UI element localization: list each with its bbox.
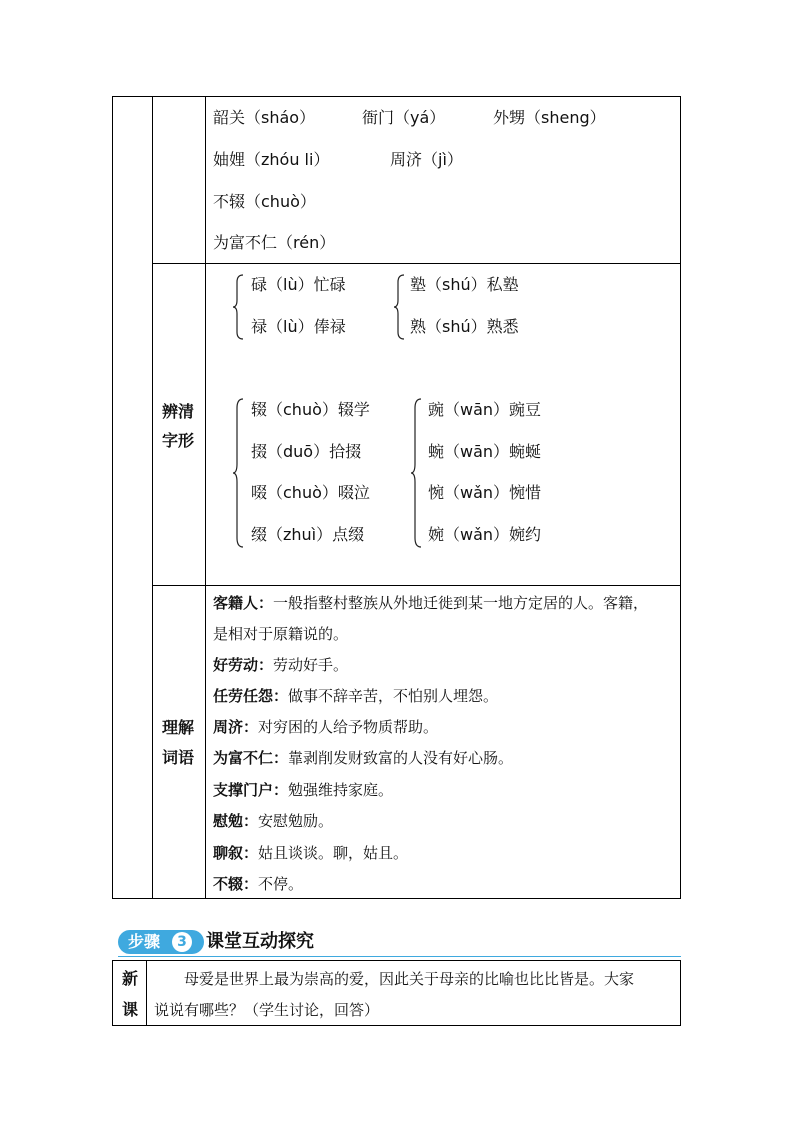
vocab-entry: 慰勉：安慰勉励。 <box>213 812 334 830</box>
step-underline <box>118 956 681 957</box>
new-lesson-text-line-2: 说说有哪些？（学生讨论，回答） <box>154 1001 380 1019</box>
vocab-entry: 周济：对穷困的人给予物质帮助。 <box>213 718 439 736</box>
pron-word: 衙门（yá） <box>362 108 446 127</box>
vocab-entry: 不辍：不停。 <box>213 875 304 893</box>
lower-table-border-bottom <box>112 1025 681 1026</box>
left-brace-icon <box>232 274 244 340</box>
char-item: 熟（shú）熟悉 <box>410 317 519 336</box>
vocab-entry: 是相对于原籍说的。 <box>213 625 349 643</box>
char-item: 掇（duō）拾掇 <box>251 442 362 461</box>
step-number: 3 <box>172 932 192 952</box>
row-label-new-lesson-1: 新 <box>122 969 139 988</box>
row-divider-1 <box>152 263 681 264</box>
row-label-vocab-2: 词语 <box>162 748 195 767</box>
lower-table-border-right <box>680 960 681 1026</box>
char-item: 碌（lù）忙碌 <box>251 275 346 294</box>
row-label-distinguish-2: 字形 <box>162 431 195 450</box>
left-brace-icon <box>410 398 422 548</box>
row-label-vocab-1: 理解 <box>162 718 195 737</box>
lower-table-border-left <box>112 960 113 1026</box>
vocab-entry: 为富不仁：靠剥削发财致富的人没有好心肠。 <box>213 749 514 767</box>
lower-table-column-divider <box>146 960 147 1026</box>
new-lesson-text-line-1: 母爱是世界上最为崇高的爱，因此关于母亲的比喻也比比皆是。大家 <box>184 970 635 988</box>
char-item: 辍（chuò）辍学 <box>251 400 370 419</box>
step-title: 课堂互动探究 <box>206 931 314 952</box>
vocab-entry: 客籍人：一般指整村整族从外地迁徙到某一地方定居的人。客籍， <box>213 594 649 612</box>
table-border-top <box>112 96 681 97</box>
lower-table-border-top <box>112 960 681 961</box>
table-column-divider-1 <box>152 96 153 899</box>
char-item: 豌（wān）豌豆 <box>428 400 542 419</box>
char-item: 缀（zhuì）点缀 <box>251 525 365 544</box>
table-border-right <box>680 96 681 899</box>
pron-word: 外甥（sheng） <box>493 108 606 127</box>
char-item: 啜（chuò）啜泣 <box>251 483 370 502</box>
left-brace-icon <box>393 274 405 340</box>
pron-word: 妯娌（zhóu li） <box>213 150 330 169</box>
vocab-entry: 支撑门户：勉强维持家庭。 <box>213 781 394 799</box>
char-item: 禄（lù）俸禄 <box>251 317 346 336</box>
char-item: 蜿（wān）蜿蜒 <box>428 442 542 461</box>
pron-word: 为富不仁（rén） <box>213 233 336 252</box>
row-divider-2 <box>152 585 681 586</box>
pron-word: 周济（jì） <box>390 150 463 169</box>
pron-word: 韶关（sháo） <box>213 108 316 127</box>
pron-word: 不辍（chuò） <box>213 192 316 211</box>
vocab-entry: 聊叙：姑且谈谈。聊，姑且。 <box>213 844 409 862</box>
table-border-bottom <box>112 898 681 899</box>
table-border-left <box>112 96 113 899</box>
char-item: 塾（shú）私塾 <box>410 275 519 294</box>
vocab-entry: 任劳任怨：做事不辞辛苦，不怕别人埋怨。 <box>213 687 499 705</box>
step-label: 步骤 <box>128 932 161 951</box>
char-item: 惋（wǎn）惋惜 <box>428 483 542 502</box>
table-column-divider-2 <box>205 96 206 899</box>
left-brace-icon <box>232 398 244 548</box>
vocab-entry: 好劳动：劳动好手。 <box>213 656 349 674</box>
char-item: 婉（wǎn）婉约 <box>428 525 542 544</box>
row-label-distinguish-1: 辨清 <box>162 402 195 421</box>
row-label-new-lesson-2: 课 <box>122 1000 139 1019</box>
